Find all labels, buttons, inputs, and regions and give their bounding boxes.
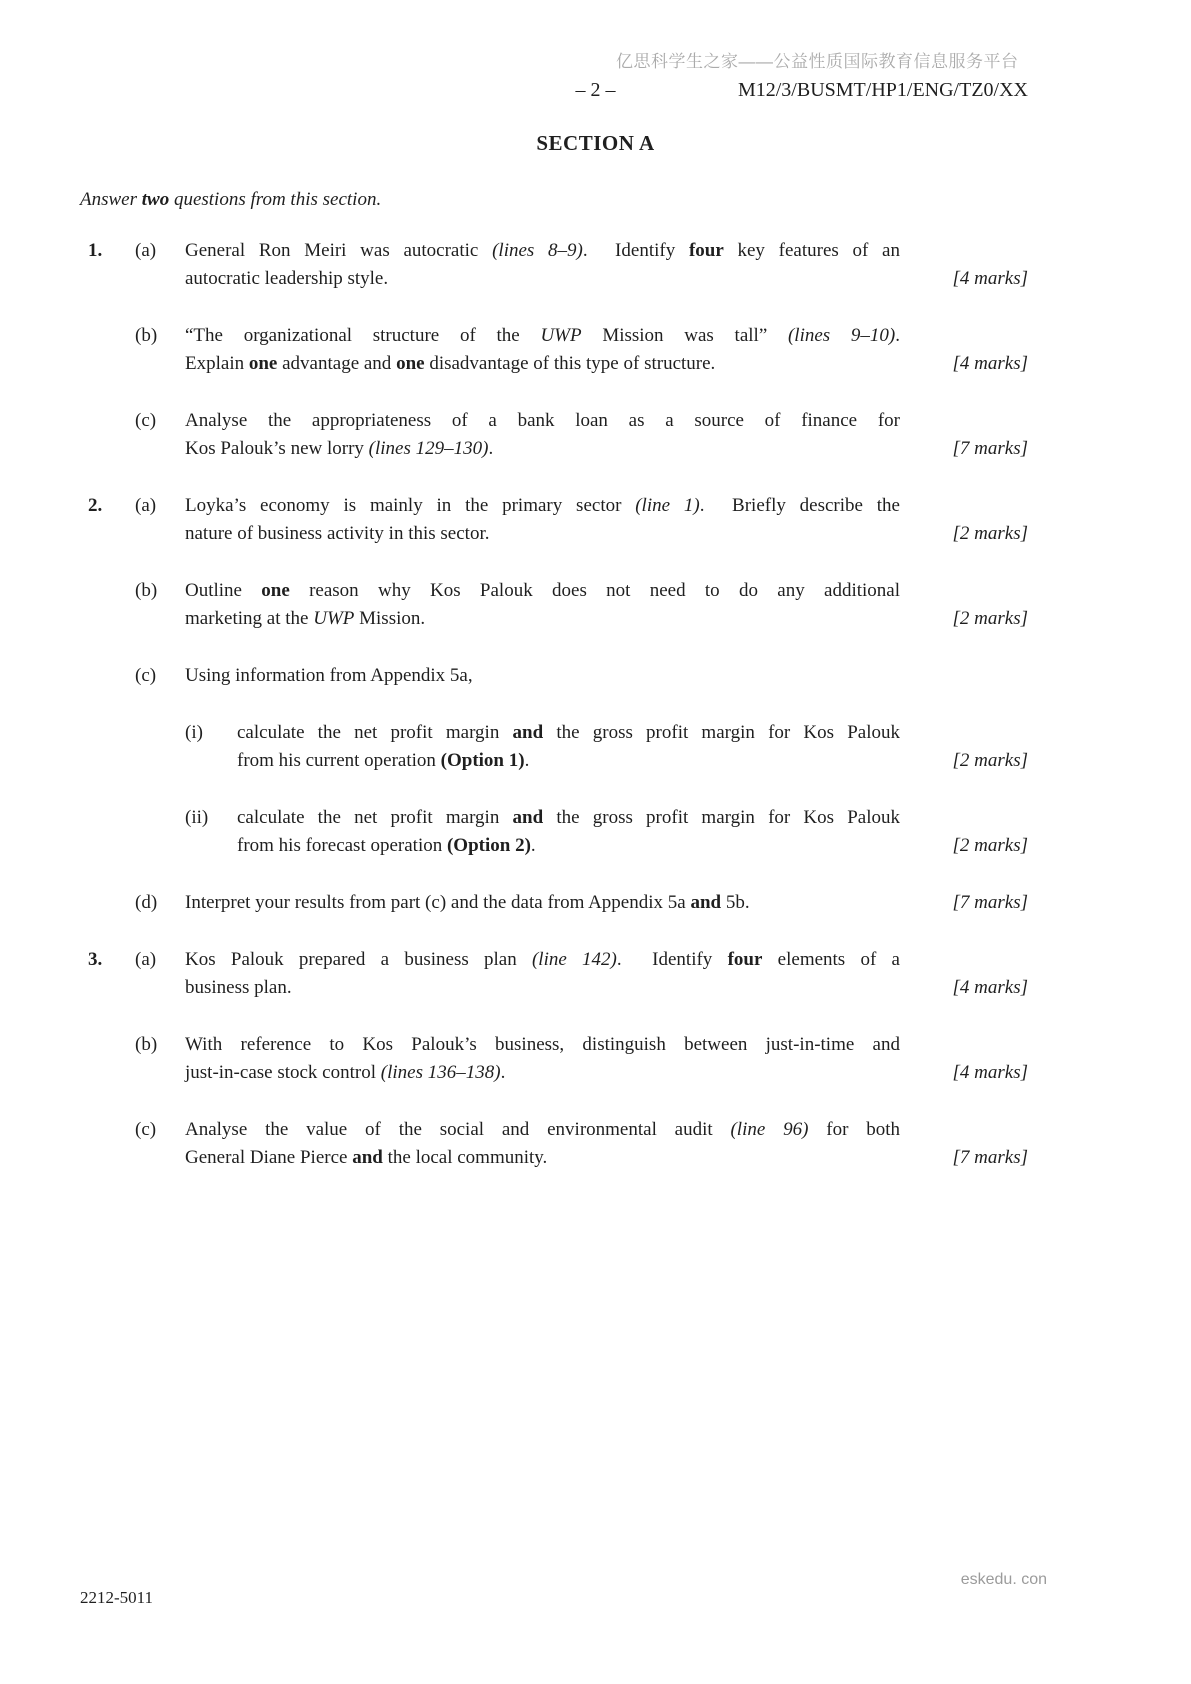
part-label: (c) [135,410,157,431]
part-label: (c) [135,665,157,686]
text-segment: . Identify [582,240,689,261]
part-text [185,492,900,548]
text-segment: Analyse the appropriateness of a bank loan as a source of finance for [185,410,900,431]
text-segment: from his current operation [237,750,441,771]
marks-label: [7 marks] [952,438,1028,459]
text-line [185,889,900,917]
bold-text: four [727,949,763,970]
text-segment: elements of a [762,949,900,970]
subpart-text [237,804,900,860]
bold-text: four [688,240,724,261]
text-segment: Mission. [354,608,426,629]
text-segment: business plan. [185,977,292,998]
part-label: (c) [135,1119,157,1140]
text-segment: Outline [185,580,262,601]
text-segment: autocratic leadership style. [185,268,389,289]
marks-label: [4 marks] [952,268,1028,289]
bold-text: (Option 1) [440,750,525,771]
text-segment: . [530,835,536,856]
text-segment: Using information from Appendix 5a, [185,665,473,686]
question [80,946,1028,1172]
italic-text: (lines 8–9) [492,240,583,261]
italic-text: Answer [80,189,142,210]
text-segment: Mission was tall” [581,325,788,346]
text-segment: Kos Palouk’s new lorry [185,438,369,459]
text-segment: from his forecast operation [237,835,447,856]
subpart-wrap [185,719,900,775]
chinese-watermark: 亿思科学生之家——公益性质国际教育信息服务平台 [616,52,1019,71]
part-label: (a) [135,949,157,970]
part-text [185,662,900,690]
question-number: 2. [88,495,103,516]
text-line [237,832,900,860]
text-line [185,1116,900,1144]
bold-text: (Option 2) [446,835,531,856]
question-number [80,1116,133,1172]
question-number-spacer [80,804,133,860]
italic-text: (lines 9–10) [787,325,896,346]
bold-text: and [690,892,722,913]
text-line [185,605,900,633]
part-text [185,322,900,378]
question-part [80,662,1028,690]
marks-label: [4 marks] [952,353,1028,374]
question-part [80,322,1028,378]
text-segment: for both [808,1119,900,1140]
question-number: 1. [88,240,103,261]
text-segment: Explain [185,353,249,374]
text-segment: key features of an [723,240,900,261]
text-line [237,804,900,832]
question-subpart [80,719,1028,775]
bold-text: one [396,353,425,374]
subpart-label: (ii) [185,807,209,828]
subpart-text [237,719,900,775]
question-part [80,889,1028,917]
section-instruction [80,186,1028,214]
question-number [80,662,133,690]
text-line [185,1031,900,1059]
part-text [185,237,900,293]
part-text [185,1116,900,1172]
question-part [80,237,1028,293]
text-segment: reason why Kos Palouk does not need to do any additional [289,580,900,601]
question-part [80,492,1028,548]
question-part [80,1116,1028,1172]
part-text [185,946,900,1002]
marks-label: [4 marks] [952,1062,1028,1083]
text-segment: Loyka’s economy is mainly in the primary sector [185,495,636,516]
text-segment: nature of business activity in this sector. [185,523,490,544]
text-segment: “The organizational structure of the [185,325,541,346]
question-number: 3. [88,949,103,970]
italic-text: (lines 136–138) [380,1062,501,1083]
bold-text: one [248,353,278,374]
part-label: (d) [135,892,158,913]
bold-text: and [512,722,544,743]
text-segment: . [500,1062,506,1083]
marks-label: [2 marks] [952,750,1028,771]
question-number [80,577,133,633]
subpart-wrap [185,804,900,860]
text-line [185,322,900,350]
text-line [185,1059,900,1087]
text-segment: With reference to Kos Palouk’s business, distinguish between just-in-time and [185,1034,900,1055]
question-part [80,1031,1028,1087]
section-title: SECTION A [536,131,655,155]
text-segment: calculate the net profit margin [237,807,513,828]
bold-text: and [352,1147,383,1168]
italic-text: questions from this section. [169,189,382,210]
text-segment: disadvantage of this type of structure. [424,353,716,374]
text-line [185,407,900,435]
questions-container [80,237,1028,1172]
question-subpart [80,804,1028,860]
part-text [185,1031,900,1087]
text-segment: the local community. [382,1147,548,1168]
question-number-spacer [80,719,133,775]
text-line [185,1144,900,1172]
text-segment: 5b. [721,892,750,913]
marks-label: [2 marks] [952,608,1028,629]
text-segment: the gross profit margin for Kos Palouk [543,722,901,743]
italic-text: UWP [313,608,355,629]
part-text [185,577,900,633]
text-line [185,520,900,548]
text-line [185,265,900,293]
part-label: (a) [135,240,157,261]
part-text [185,889,900,917]
text-segment: . Identify [616,949,728,970]
text-segment: Kos Palouk prepared a business plan [185,949,532,970]
part-label: (a) [135,495,157,516]
text-segment: . [488,438,494,459]
question [80,492,1028,917]
text-segment: . [895,325,900,346]
text-line [185,435,900,463]
part-label: (b) [135,1034,158,1055]
text-segment: calculate the net profit margin [237,722,513,743]
text-line [185,577,900,605]
text-segment: . [524,750,530,771]
text-line [237,719,900,747]
subpart-grid [185,804,900,860]
question-number [80,1031,133,1087]
text-line [185,492,900,520]
part-label: (b) [135,325,158,346]
question-part [80,946,1028,1002]
marks-label: [2 marks] [952,835,1028,856]
text-segment: marketing at the [185,608,314,629]
paper-code: M12/3/BUSMT/HP1/ENG/TZ0/XX [737,79,1028,101]
document-code: 2212-5011 [80,1588,154,1607]
italic-text: (line 96) [730,1119,809,1140]
question-part [80,577,1028,633]
text-segment: advantage and [277,353,397,374]
text-line [185,237,900,265]
part-label-spacer [133,804,185,860]
subpart-grid [185,719,900,775]
page-header [0,76,1191,104]
part-label-spacer [133,719,185,775]
text-line [185,350,900,378]
italic-text: UWP [540,325,582,346]
bold-text: and [512,807,544,828]
marks-label: [7 marks] [952,892,1028,913]
text-segment: . Briefly describe the [699,495,900,516]
marks-label: [7 marks] [952,1147,1028,1168]
question-number [80,322,133,378]
text-segment: just-in-case stock control [185,1062,381,1083]
part-text [185,407,900,463]
question [80,237,1028,463]
text-segment: Interpret your results from part (c) and the data from Appendix 5a [185,892,691,913]
bold-text: two [141,189,170,210]
subpart-label: (i) [185,722,203,743]
text-segment: General Diane Pierce [185,1147,353,1168]
question-number [80,889,133,917]
site-watermark: eskedu. con [960,1571,1047,1588]
part-label: (b) [135,580,158,601]
text-line [185,974,900,1002]
marks-label: [2 marks] [952,523,1028,544]
question-number [80,407,133,463]
text-segment: General Ron Meiri was autocratic [185,240,493,261]
text-segment: Analyse the value of the social and environmental audit [185,1119,731,1140]
italic-text: (line 142) [531,949,617,970]
text-line [237,747,900,775]
text-segment: the gross profit margin for Kos Palouk [543,807,901,828]
question-part [80,407,1028,463]
marks-label: [4 marks] [952,977,1028,998]
page-number: – 2 – [575,79,616,101]
italic-text: (line 1) [635,495,700,516]
text-line [185,946,900,974]
bold-text: one [261,580,290,601]
text-line [185,662,900,690]
italic-text: (lines 129–130) [368,438,489,459]
